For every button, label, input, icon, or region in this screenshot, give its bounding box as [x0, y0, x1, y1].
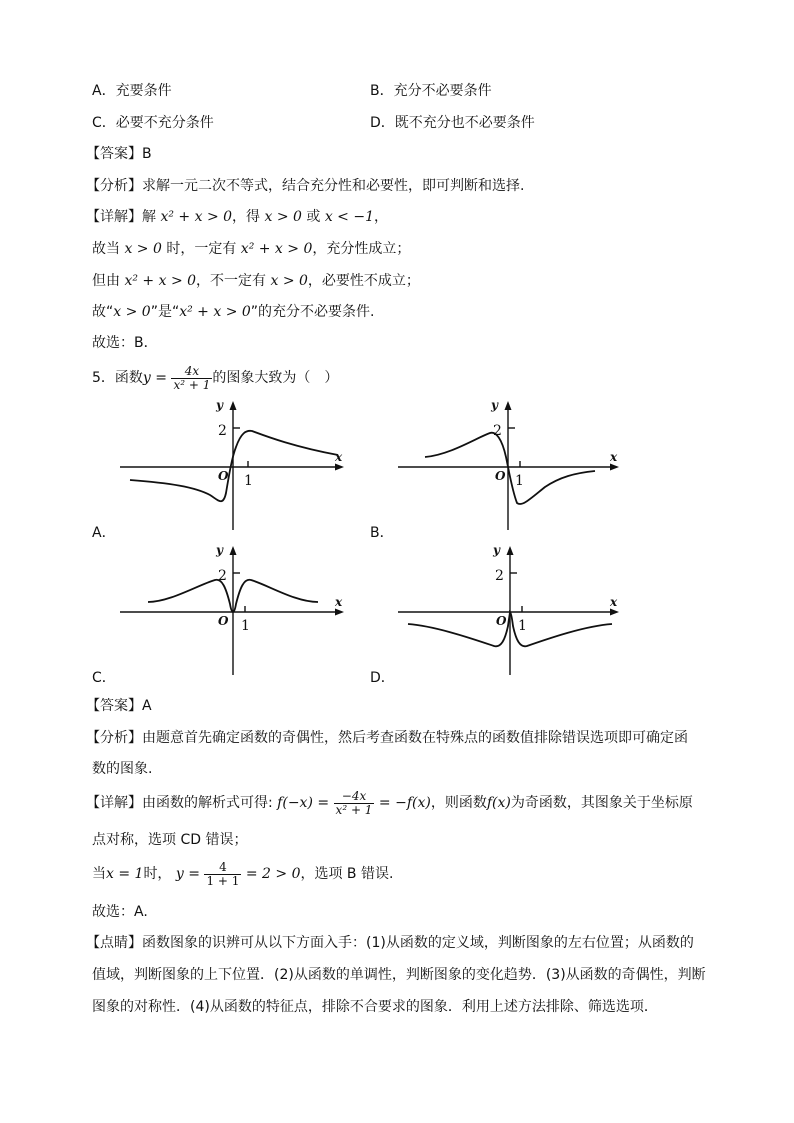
- tick-x-label: 1: [241, 618, 250, 634]
- graph-c: [110, 540, 350, 675]
- text: ，得: [232, 209, 261, 225]
- tick-x-label: 1: [244, 473, 253, 489]
- q4-detail-line-3: [92, 272, 420, 290]
- math-inline: x < −1: [324, 209, 374, 225]
- x-axis-arrow: [335, 464, 344, 471]
- fraction: [334, 790, 375, 817]
- tick-x-label: 1: [518, 618, 527, 634]
- origin-label: O: [496, 614, 507, 628]
- option-a: A．充要条件: [92, 83, 172, 99]
- q4-choose: 故选：B．: [92, 335, 158, 351]
- q4-detail-line-4: [92, 303, 375, 321]
- y-label: y: [216, 543, 223, 557]
- q5-tip-line-1: 【点睛】函数图象的识辨可从以下方面入手：(1)从函数的定义域，判断图象的左右位置；从函数的: [86, 935, 694, 951]
- q5-detail-line-2: 点对称，选项 CD 错误；: [92, 832, 248, 848]
- math-inline: x > 0: [264, 209, 302, 225]
- origin-label: O: [218, 469, 229, 483]
- text: 当: [92, 866, 106, 882]
- q5-detail-line-1: [86, 786, 693, 820]
- text: ，必要性不成立；: [307, 273, 420, 289]
- math-inline: x² + x > 0: [124, 273, 197, 289]
- fraction: [204, 861, 241, 888]
- graph-d-option: D．: [370, 670, 395, 686]
- numerator: 4: [204, 861, 241, 875]
- text: 时，: [143, 866, 172, 882]
- graph-a-option: A．: [92, 525, 116, 541]
- tick-y-label: 2: [495, 568, 504, 584]
- q5-analysis-line-2: 数的图象.: [92, 761, 153, 777]
- text: 时，一定有: [166, 241, 237, 257]
- math-inline: x > 0: [113, 304, 151, 320]
- q4-answer: 【答案】B: [86, 146, 152, 162]
- x-label: x: [335, 595, 343, 609]
- option-c: C．必要不充分条件: [92, 115, 214, 131]
- x-label: x: [335, 450, 343, 464]
- text: ，不一定有: [196, 273, 267, 289]
- math-inline: y =: [142, 370, 168, 386]
- text: 或: [306, 209, 321, 225]
- text: 故“: [92, 304, 114, 320]
- q5-stem: [92, 360, 338, 396]
- math-inline: x² + x > 0: [240, 241, 313, 257]
- detail-tag: 【详解】: [86, 209, 142, 225]
- x-label: x: [610, 450, 618, 464]
- numerator: −4x: [334, 790, 375, 804]
- denominator: 1 + 1: [206, 873, 240, 888]
- y-axis-arrow: [230, 546, 237, 555]
- origin-label: O: [218, 614, 229, 628]
- tick-y-label: 2: [218, 423, 227, 439]
- graph-b-option: B．: [370, 525, 394, 541]
- x-axis-arrow: [335, 609, 344, 616]
- math-inline: x² + x > 0: [179, 304, 251, 320]
- text: ”是“: [150, 304, 180, 320]
- graph-b: [390, 395, 630, 530]
- y-label: y: [493, 543, 500, 557]
- math-inline: y =: [175, 866, 200, 882]
- text: 的图象大致为（ ）: [212, 370, 339, 386]
- text: 但由: [92, 273, 120, 289]
- detail-tag: 【详解】: [86, 795, 142, 811]
- q4-analysis: 【分析】求解一元二次不等式，结合充分性和必要性，即可判断和选择.: [86, 178, 525, 194]
- text: 解: [142, 209, 156, 225]
- graph-c-option: C．: [92, 670, 116, 686]
- text: ，则函数: [430, 795, 487, 811]
- math-inline: x = 1: [106, 866, 144, 882]
- math-inline: f(x): [486, 795, 511, 811]
- text: ，: [374, 209, 388, 225]
- text: 5．函数: [92, 370, 143, 386]
- option-b: B．充分不必要条件: [370, 83, 492, 99]
- curve: [130, 431, 338, 501]
- q4-detail-line-1: [86, 208, 388, 226]
- graph-a: [110, 395, 350, 530]
- q5-choose: 故选：A.: [92, 904, 148, 920]
- tick-x-label: 1: [515, 473, 524, 489]
- y-axis-arrow: [505, 401, 512, 410]
- denominator: x² + 1: [335, 802, 373, 817]
- math-inline: x > 0: [270, 273, 308, 289]
- q5-tip-line-3: 图象的对称性．(4)从函数的特征点，排除不合要求的图象．利用上述方法排除、筛选选项．: [92, 999, 658, 1015]
- x-axis-arrow: [610, 609, 619, 616]
- y-axis-arrow: [230, 401, 237, 410]
- option-d: D．既不充分也不必要条件: [370, 115, 535, 131]
- fraction: [171, 365, 212, 392]
- q4-detail-line-2: [92, 240, 410, 258]
- math-inline: x² + x > 0: [160, 209, 233, 225]
- text: ，充分性成立；: [312, 241, 411, 257]
- text: 为奇函数，其图象关于坐标原: [510, 795, 693, 811]
- origin-label: O: [495, 469, 506, 483]
- y-axis-arrow: [507, 546, 514, 555]
- text: 故当: [92, 241, 120, 257]
- x-axis-arrow: [610, 464, 619, 471]
- denominator: x² + 1: [173, 377, 211, 392]
- numerator: 4x: [171, 365, 212, 379]
- math-inline: = 2 > 0: [245, 866, 301, 882]
- text: ，选项 B 错误.: [300, 866, 394, 882]
- math-inline: f(−x) =: [277, 795, 330, 811]
- q5-detail-line-3: [92, 857, 393, 891]
- tick-y-label: 2: [218, 568, 227, 584]
- q5-analysis-line-1: 【分析】由题意首先确定函数的奇偶性，然后考查函数在特殊点的函数值排除错误选项即可确定函: [86, 730, 688, 746]
- curve: [425, 433, 595, 504]
- x-label: x: [610, 595, 618, 609]
- q5-tip-line-2: 值域，判断图象的上下位置．(2)从函数的单调性，判断图象的变化趋势．(3)从函数的奇偶性，判断: [92, 967, 706, 983]
- y-label: y: [216, 398, 223, 412]
- text: 由函数的解析式可得:: [142, 795, 273, 811]
- y-label: y: [491, 398, 498, 412]
- graph-d: [390, 540, 630, 675]
- math-inline: x > 0: [124, 241, 162, 257]
- math-inline: = −f(x): [378, 795, 431, 811]
- tick-y-label: 2: [493, 423, 502, 439]
- q5-answer: 【答案】A: [86, 698, 152, 714]
- text: ”的充分不必要条件.: [250, 304, 375, 320]
